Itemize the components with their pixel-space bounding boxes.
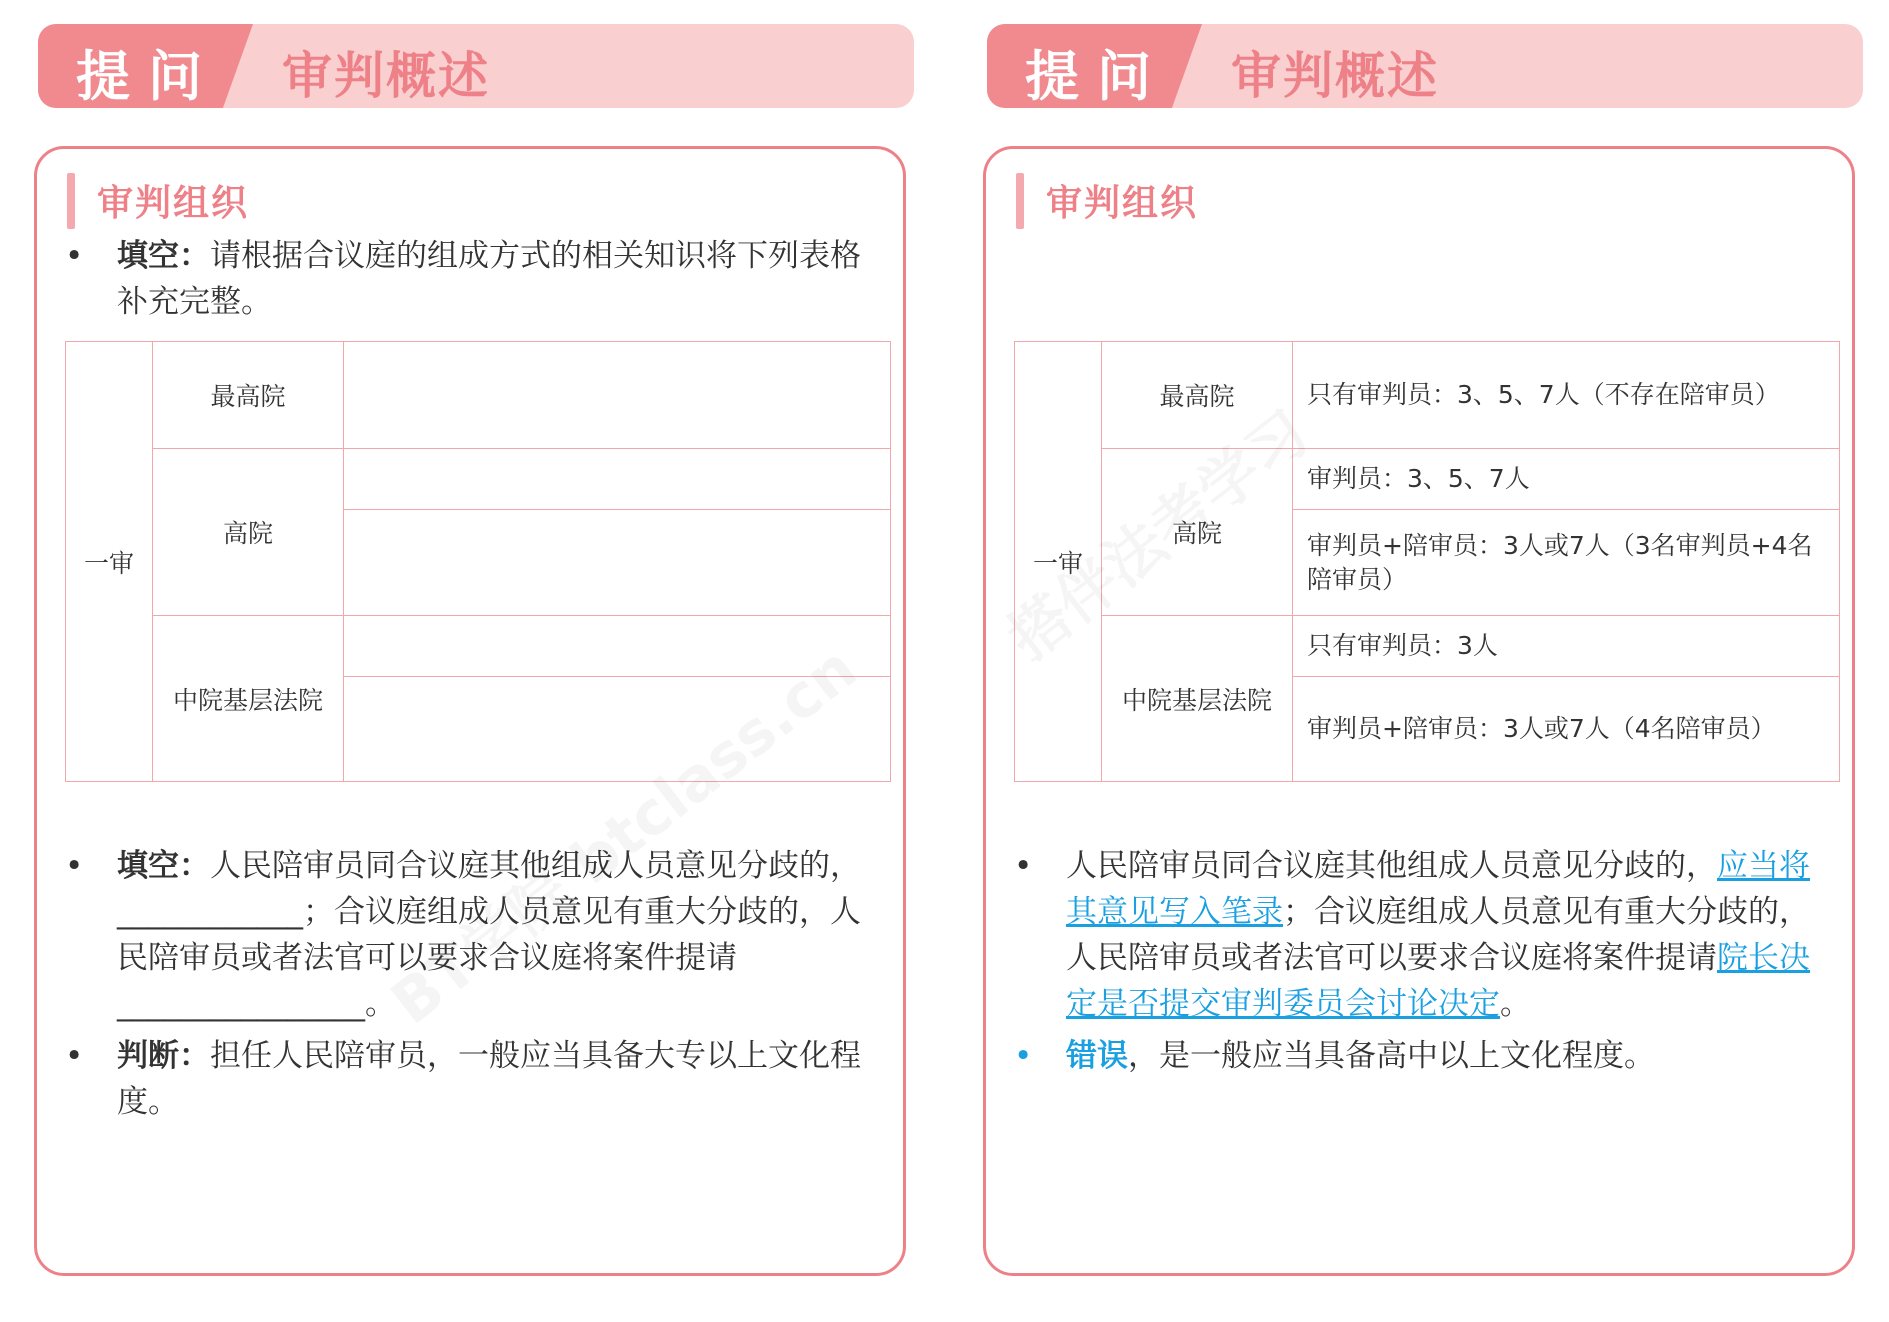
- cell-high: 高院: [153, 449, 344, 616]
- question-fill-juror: [65, 843, 880, 1027]
- answer-cell: 只有审判员：3人: [1293, 616, 1840, 677]
- bullet-icon: •: [1014, 1038, 1033, 1074]
- fill-blank[interactable]: ____________: [117, 894, 303, 930]
- question-fill-table: [65, 233, 880, 325]
- page-title: 审判概述: [1231, 47, 1439, 105]
- court-table: [1014, 341, 1840, 781]
- bullet-icon: •: [1014, 848, 1033, 884]
- answer-cell: 审判员：3、5、7人: [1293, 449, 1840, 510]
- header-banner: [987, 24, 1863, 108]
- fill-blank[interactable]: ________________: [117, 986, 365, 1022]
- question-panel: [34, 0, 914, 1322]
- cell-supreme: 最高院: [153, 342, 344, 449]
- section-title: 审判组织: [1046, 183, 1199, 224]
- question-judgment: [65, 1033, 880, 1125]
- content-card: [983, 146, 1855, 1276]
- answer-cell: 只有审判员：3、5、7人（不存在陪审员）: [1293, 342, 1840, 449]
- answer-juror: [1014, 843, 1829, 1027]
- banner-tab-label: 提问: [1025, 45, 1169, 108]
- banner-tab-label: 提问: [76, 45, 220, 108]
- answer-highlight: 院长决定是否提交审判委员会讨论决定: [1066, 940, 1810, 1022]
- bullet-icon: •: [65, 238, 84, 274]
- header-banner: [38, 24, 914, 108]
- page-title: 审判概述: [282, 47, 490, 105]
- answer-judgment: [1014, 1033, 1829, 1079]
- bullet-icon: •: [65, 1038, 84, 1074]
- answer-text: 。: [1500, 986, 1531, 1022]
- question-text: 。: [365, 986, 396, 1022]
- section-bar: [67, 173, 75, 229]
- question-text: 请根据合议庭的组成方式的相关知识将下列表格补充完整。: [117, 238, 861, 320]
- cell-intermediate: 中院基层法院: [1102, 616, 1293, 782]
- answer-cell: [344, 449, 891, 510]
- question-text: ；合议庭组成人员意见有重大分歧的，人民陪审员或者法官可以要求合议庭将案件提请: [117, 894, 861, 976]
- answer-cell: 审判员+陪审员：3人或7人（3名审判员+4名陪审员）: [1293, 510, 1840, 616]
- bullet-icon: •: [65, 848, 84, 884]
- answer-cell: [344, 342, 891, 449]
- answer-cell: [344, 510, 891, 616]
- content-card: [34, 146, 906, 1276]
- cell-first-instance: 一审: [66, 342, 153, 782]
- answer-cell: 审判员+陪审员：3人或7人（4名陪审员）: [1293, 677, 1840, 782]
- answer-label: 错误: [1066, 1038, 1128, 1074]
- section-bar: [1016, 173, 1024, 229]
- cell-first-instance: 一审: [1015, 342, 1102, 782]
- question-text: 人民陪审员同合议庭其他组成人员意见分歧的，: [210, 848, 861, 884]
- question-text: 担任人民陪审员，一般应当具备大专以上文化程度。: [117, 1038, 861, 1120]
- answer-panel: [983, 0, 1863, 1322]
- question-label: 填空：: [117, 238, 210, 274]
- answer-highlight: 应当将其意见写入笔录: [1066, 848, 1810, 930]
- answer-cell: [344, 677, 891, 782]
- court-table: [65, 341, 891, 781]
- answer-cell: [344, 616, 891, 677]
- question-label: 填空：: [117, 848, 210, 884]
- answer-text: 人民陪审员同合议庭其他组成人员意见分歧的，: [1066, 848, 1717, 884]
- cell-intermediate: 中院基层法院: [153, 616, 344, 782]
- cell-high: 高院: [1102, 449, 1293, 616]
- question-label: 判断：: [117, 1038, 210, 1074]
- answer-text: ，是一般应当具备高中以上文化程度。: [1128, 1038, 1655, 1074]
- answer-text: ；合议庭组成人员意见有重大分歧的，人民陪审员或者法官可以要求合议庭将案件提请: [1066, 894, 1810, 976]
- section-title: 审判组织: [97, 183, 250, 224]
- cell-supreme: 最高院: [1102, 342, 1293, 449]
